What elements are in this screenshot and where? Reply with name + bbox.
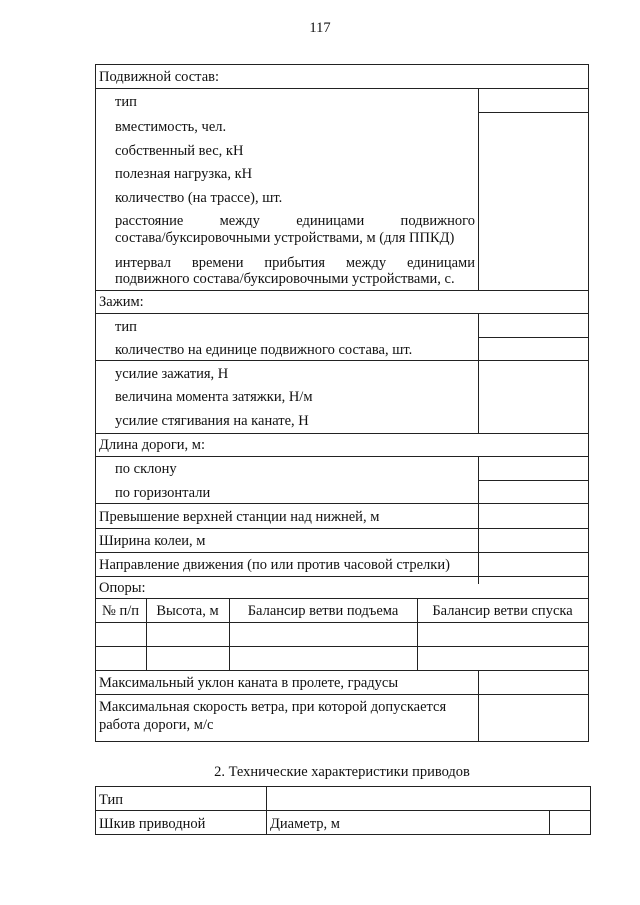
drive-sheave-label: Шкив приводной bbox=[99, 816, 206, 832]
quantity-label: количество (на трассе), шт. bbox=[115, 190, 283, 206]
own-weight-label: собственный вес, кН bbox=[115, 143, 244, 159]
supports-col-height: Высота, м bbox=[156, 603, 219, 619]
capacity-label: вместимость, чел. bbox=[115, 119, 227, 135]
payload-label: полезная нагрузка, кН bbox=[115, 166, 253, 182]
slope-length-label: по склону bbox=[115, 461, 177, 477]
page-number: 117 bbox=[309, 20, 331, 36]
horizontal-length-label: по горизонтали bbox=[115, 485, 211, 501]
interval-label-line1: интервал времени прибытия между единицами bbox=[115, 255, 475, 271]
max-cable-slope-label: Максимальный уклон каната в пролете, градусы bbox=[99, 675, 399, 691]
max-wind-label-line2: работа дороги, м/с bbox=[99, 717, 214, 733]
drives-section-title: 2. Технические характеристики приводов bbox=[214, 764, 470, 780]
supports-header: Опоры: bbox=[99, 580, 146, 596]
supports-col-descent-balancer: Балансир ветви спуска bbox=[432, 603, 573, 619]
pull-force-label: усилие стягивания на канате, Н bbox=[115, 413, 309, 429]
clamp-header: Зажим: bbox=[99, 294, 144, 310]
clamp-force-label: усилие зажатия, Н bbox=[115, 366, 229, 382]
clamp-quantity-label: количество на единице подвижного состава, шт. bbox=[115, 342, 413, 358]
distance-label-line1: расстояние между единицами подвижного bbox=[115, 213, 475, 229]
distance-label-line2: состава/буксировочными устройствами, м (для ППКД) bbox=[115, 230, 455, 246]
rolling-stock-type-label: тип bbox=[115, 94, 137, 110]
torque-label: величина момента затяжки, Н/м bbox=[115, 389, 313, 405]
rolling-stock-header: Подвижной состав: bbox=[99, 69, 220, 85]
max-wind-label-line1: Максимальная скорость ветра, при которой допускается bbox=[99, 699, 447, 715]
direction-label: Направление движения (по или против часовой стрелки) bbox=[99, 557, 450, 573]
supports-col-ascent-balancer: Балансир ветви подъема bbox=[247, 603, 399, 619]
drive-type-label: Тип bbox=[99, 792, 124, 808]
interval-label-line2: подвижного состава/буксировочными устройствами, с. bbox=[115, 271, 455, 287]
upper-station-excess-label: Превышение верхней станции над нижней, м bbox=[99, 509, 380, 525]
clamp-type-label: тип bbox=[115, 319, 137, 335]
diameter-label: Диаметр, м bbox=[270, 816, 340, 832]
road-length-header: Длина дороги, м: bbox=[99, 437, 205, 453]
track-width-label: Ширина колеи, м bbox=[99, 533, 206, 549]
supports-col-number: № п/п bbox=[101, 603, 139, 619]
